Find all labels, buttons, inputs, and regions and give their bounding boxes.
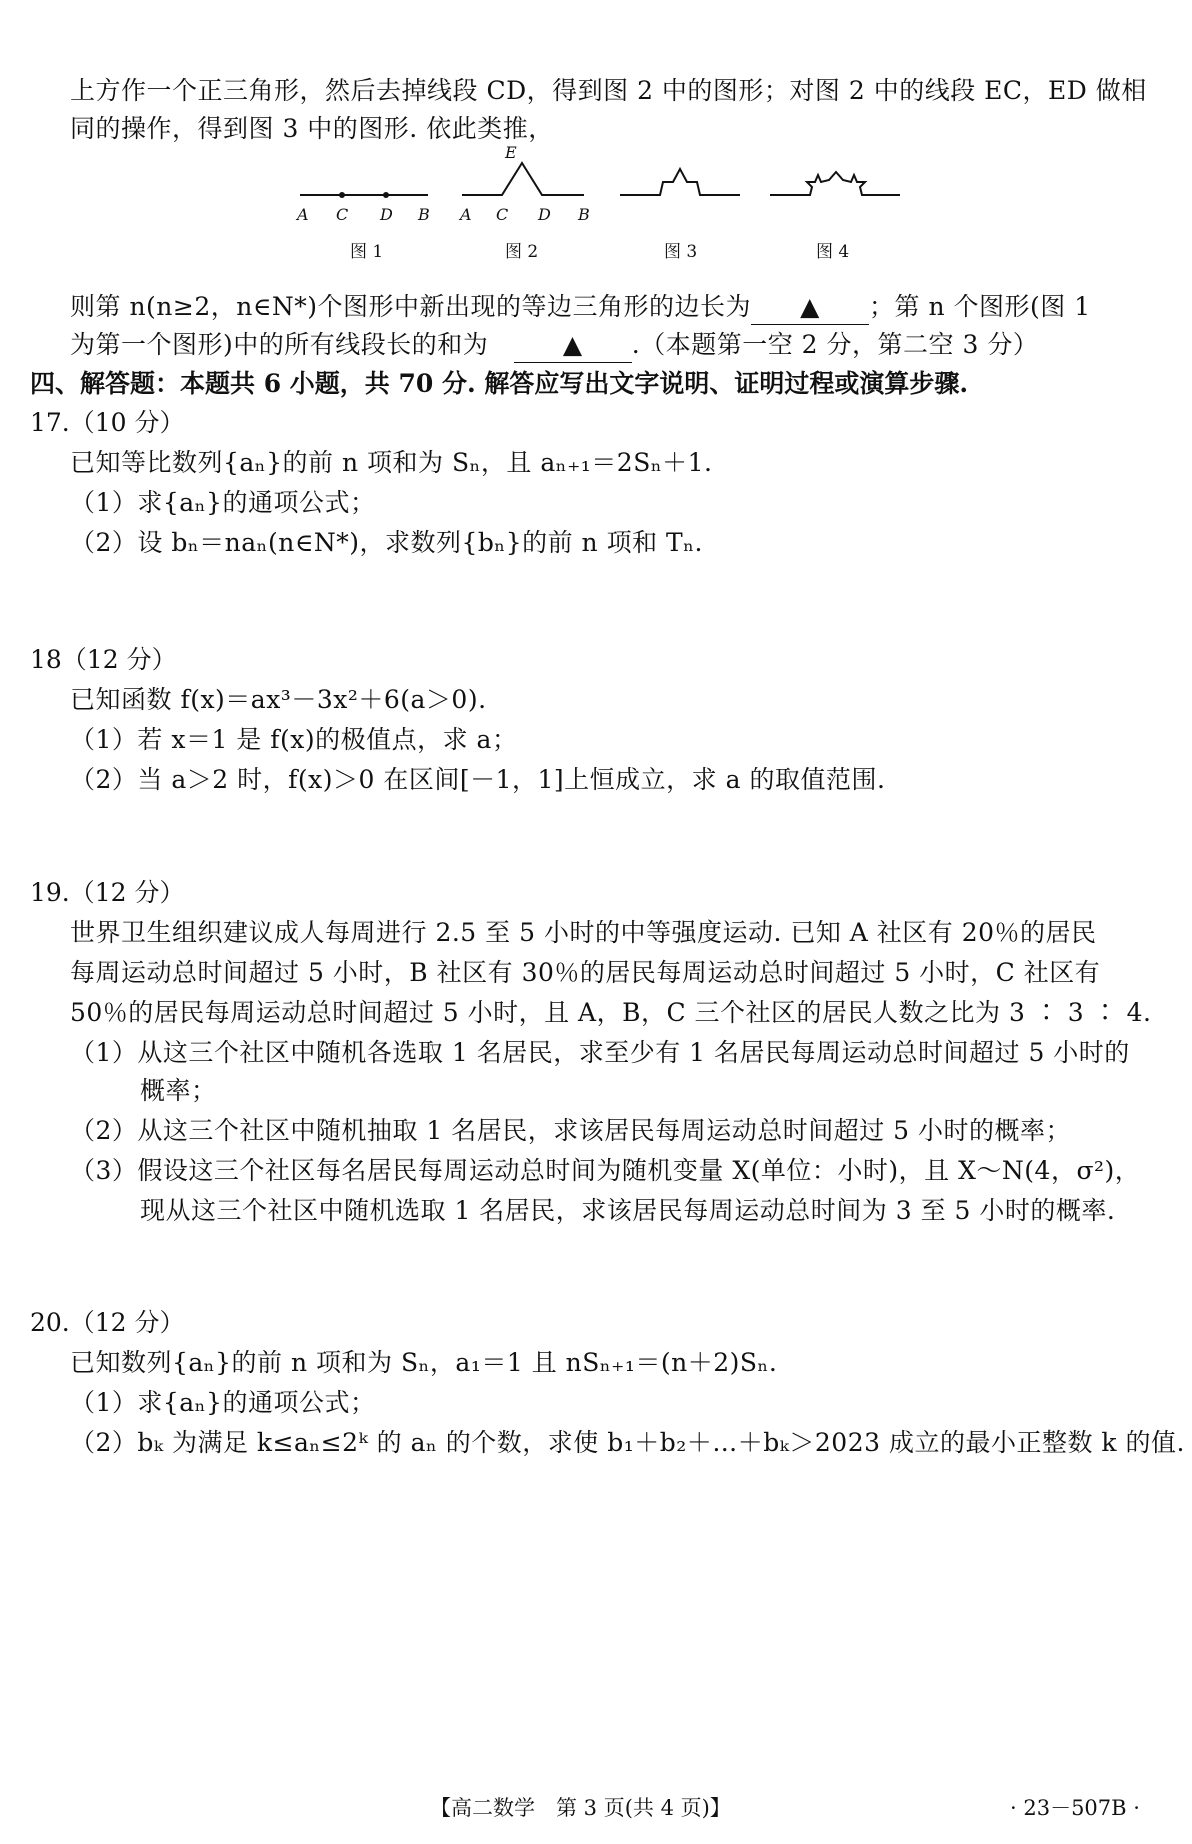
- exam-code: · 23－507B ·: [1010, 1796, 1140, 1820]
- answer-blank-2: ▲: [514, 328, 632, 363]
- q17-part-2: （2）设 bₙ＝naₙ(n∈N*)，求数列{bₙ}的前 n 项和 Tₙ.: [70, 528, 703, 557]
- fig2-label-d: D: [538, 205, 551, 224]
- q20-part-2: （2）bₖ 为满足 k≤aₙ≤2ᵏ 的 aₙ 的个数，求使 b₁＋b₂＋…＋bₖ＞2023 成立的最小正整数 k 的值.: [70, 1428, 1185, 1457]
- q16-line-1: [70, 290, 1152, 325]
- q19-stem-2: 每周运动总时间超过 5 小时，B 社区有 30％的居民每周运动总时间超过 5 小时，C 社区有: [70, 958, 1101, 987]
- page-footer: 【高二数学 第 3 页(共 4 页)】: [430, 1796, 731, 1820]
- fig3-caption: 图 3: [664, 242, 698, 262]
- fig2-label-a: A: [460, 205, 472, 224]
- q20-stem: 已知数列{aₙ}的前 n 项和为 Sₙ，a₁＝1 且 nSₙ₊₁＝(n＋2)Sₙ.: [70, 1348, 778, 1377]
- q20-number: 20.（12 分）: [30, 1308, 185, 1337]
- q19-part-3b: 现从这三个社区中随机选取 1 名居民，求该居民每周运动总时间为 3 至 5 小时的概率.: [140, 1196, 1116, 1225]
- fig2-caption: 图 2: [505, 242, 539, 262]
- q17-stem: 已知等比数列{aₙ}的前 n 项和为 Sₙ，且 aₙ₊₁＝2Sₙ＋1.: [70, 448, 713, 477]
- koch-figures: [0, 145, 1192, 265]
- section-heading: 四、解答题：本题共 6 小题，共 70 分. 解答应写出文字说明、证明过程或演算步骤.: [30, 369, 969, 398]
- q18-part-1: （1）若 x＝1 是 f(x)的极值点，求 a；: [70, 725, 518, 754]
- q19-stem-1: 世界卫生组织建议成人每周进行 2.5 至 5 小时的中等强度运动. 已知 A 社区有 20％的居民: [70, 918, 1097, 947]
- fig2-label-b: B: [578, 205, 590, 224]
- fig1-caption: 图 1: [350, 242, 384, 262]
- q19-number: 19.（12 分）: [30, 878, 185, 907]
- q19-part-1b: 概率；: [140, 1076, 217, 1105]
- fig4-caption: 图 4: [816, 242, 850, 262]
- fig3-shape: [620, 169, 740, 195]
- fig2-label-e: E: [505, 143, 517, 162]
- q20-part-1: （1）求{aₙ}的通项公式；: [70, 1388, 376, 1417]
- q18-part-2: （2）当 a＞2 时，f(x)＞0 在区间[－1，1]上恒成立，求 a 的取值范围.: [70, 765, 886, 794]
- q19-part-1a: （1）从这三个社区中随机各选取 1 名居民，求至少有 1 名居民每周运动总时间超过 5 小时的: [70, 1038, 1130, 1067]
- q16-text-1b: ；第 n 个图形(图 1: [869, 292, 1091, 321]
- fig1-label-c: C: [336, 205, 349, 224]
- fig1-label-a: A: [297, 205, 309, 224]
- q17-part-1: （1）求{aₙ}的通项公式；: [70, 488, 376, 517]
- q18-number: 18（12 分）: [30, 645, 177, 674]
- intro-line-1: 上方作一个正三角形，然后去掉线段 CD，得到图 2 中的图形；对图 2 中的线段 EC，ED 做相: [70, 76, 1147, 105]
- q16-text-2a: 为第一个图形)中的所有线段长的和为: [70, 330, 489, 359]
- q19-part-2: （2）从这三个社区中随机抽取 1 名居民，求该居民每周运动总时间超过 5 小时的概率；: [70, 1116, 1072, 1145]
- fig1-point-c: [339, 192, 345, 198]
- q16-line-2: [70, 328, 1152, 363]
- answer-blank-1: ▲: [751, 290, 869, 325]
- fig2-shape: [462, 163, 584, 195]
- fig1-point-d: [383, 192, 389, 198]
- q17-number: 17.（10 分）: [30, 408, 185, 437]
- intro-line-2: 同的操作，得到图 3 中的图形. 依此类推，: [70, 114, 554, 143]
- q19-stem-3: 50％的居民每周运动总时间超过 5 小时，且 A，B，C 三个社区的居民人数之比为 3 ∶ 3 ∶ 4.: [70, 998, 1152, 1027]
- q16-text-2b: .（本题第一空 2 分，第二空 3 分）: [631, 330, 1039, 359]
- fig1-label-d: D: [380, 205, 393, 224]
- q19-part-3a: （3）假设这三个社区每名居民每周运动总时间为随机变量 X(单位：小时)，且 X～N(4，σ²)，: [70, 1156, 1141, 1185]
- q18-stem: 已知函数 f(x)＝ax³－3x²＋6(a＞0).: [70, 685, 487, 714]
- fig2-label-c: C: [496, 205, 509, 224]
- q16-text-1a: 则第 n(n≥2，n∈N*)个图形中新出现的等边三角形的边长为: [70, 292, 751, 321]
- fig4-shape: [770, 172, 900, 195]
- fig1-label-b: B: [418, 205, 430, 224]
